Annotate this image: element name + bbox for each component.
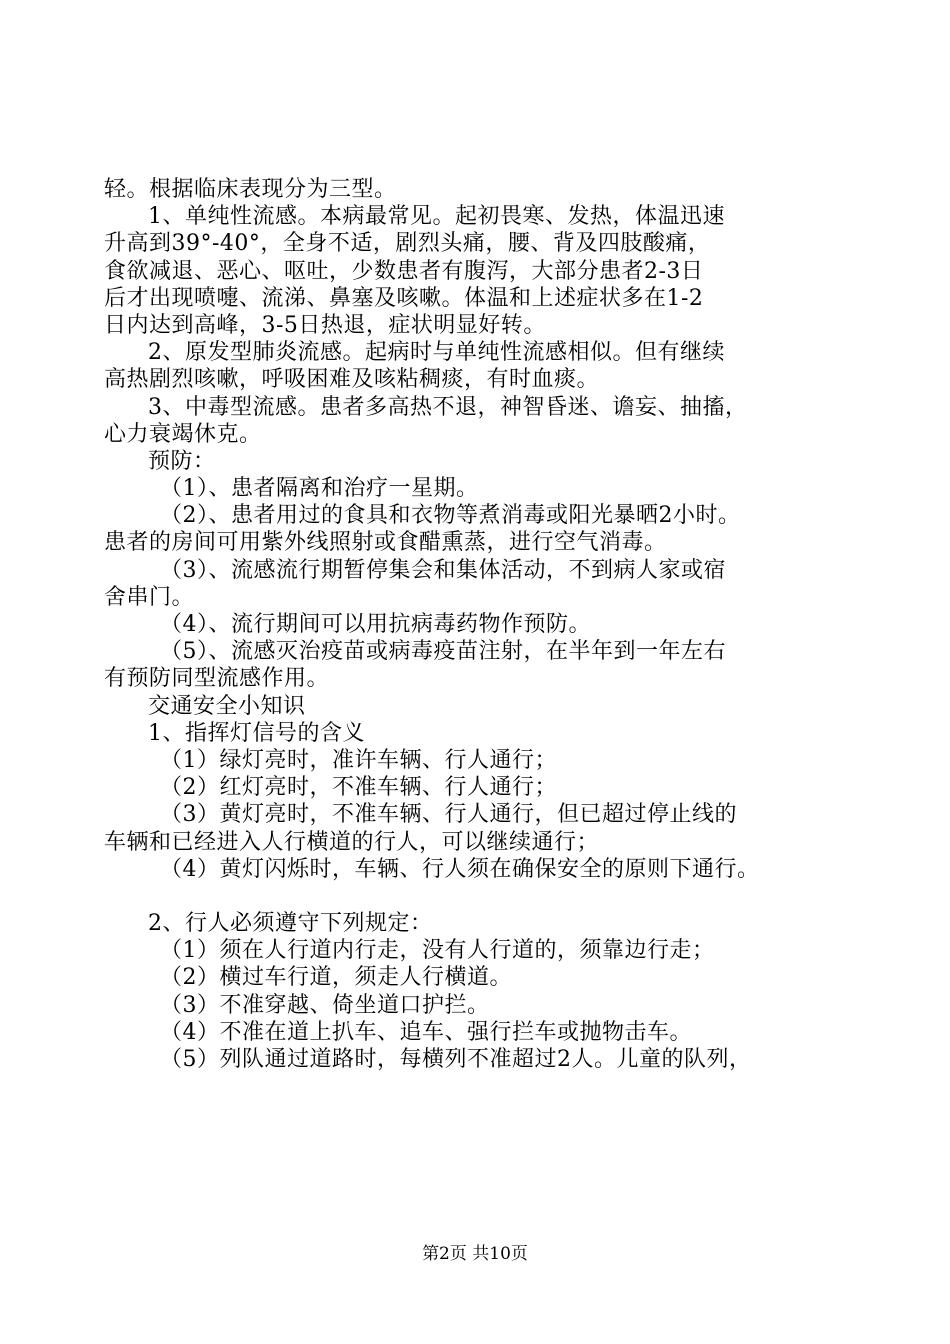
section-heading: 交通安全小知识	[148, 693, 306, 719]
text-line: 轻。根据临床表现分为三型。	[104, 177, 397, 202]
text-line: （1）绿灯亮时，准许车辆、行人通行；	[160, 747, 557, 773]
page-number: 第2页 共10页	[422, 1244, 528, 1264]
text-line: 后才出现喷嚏、流涕、鼻塞及咳嗽。体温和上述症状多在1-2	[104, 285, 704, 311]
text-line: （4）不准在道上扒车、追车、强行拦车或抛物击车。	[160, 1019, 692, 1045]
text-line: （3）不准穿越、倚坐道口护拦。	[160, 992, 490, 1018]
text-line: 有预防同型流感作用。	[104, 666, 330, 692]
text-line: （4）、流行期间可以用抗病毒药物作预防。	[160, 612, 591, 637]
blank-line	[104, 883, 864, 910]
text-line: （2）红灯亮时，不准车辆、行人通行；	[160, 775, 557, 801]
text-line: （5）、流感灭治疫苗或病毒疫苗注射，在半年到一年左右	[160, 639, 726, 665]
text-line: 食欲减退、恶心、呕吐，少数患者有腹泻，大部分患者2-3日	[104, 258, 704, 284]
section-heading: 预防：	[148, 448, 216, 474]
body-text	[104, 176, 864, 1073]
text-line: 患者的房间可用紫外线照射或食醋熏蒸，进行空气消毒。	[104, 530, 667, 556]
text-line: （3）黄灯亮时，不准车辆、行人通行，但已超过停止线的	[160, 802, 737, 828]
text-line: 舍串门。	[104, 584, 195, 610]
text-line: （5）列队通过道路时，每横列不准超过2人。儿童的队列，	[160, 1047, 752, 1072]
text-line: 2、原发型肺炎流感。起病时与单纯性流感相似。但有继续	[148, 340, 725, 366]
text-line: （2）、患者用过的食具和衣物等煮消毒或阳光暴晒2小时。	[160, 503, 741, 529]
text-line: 车辆和已经进入人行横道的行人，可以继续通行；	[104, 829, 600, 855]
text-line: （3）、流感流行期暂停集会和集体活动，不到病人家或宿	[160, 557, 726, 583]
text-line: 2、行人必须遵守下列规定：	[148, 911, 433, 937]
text-line: （1）、患者隔离和治疗一星期。	[160, 476, 479, 502]
text-line: 升高到39°-40°，全身不适，剧烈头痛，腰、背及四肢酸痛，	[104, 231, 711, 257]
text-line: 高热剧烈咳嗽，呼吸困难及咳粘稠痰，有时血痰。	[104, 367, 600, 393]
text-line: 3、中毒型流感。患者多高热不退，神智昏迷、谵妄、抽搐，	[148, 394, 748, 420]
text-line: （4）黄灯闪烁时，车辆、行人须在确保安全的原则下通行。	[160, 856, 760, 882]
text-line: （2）横过车行道，须走人行横道。	[160, 965, 512, 991]
text-line: 1、单纯性流感。本病最常见。起初畏寒、发热，体温迅速	[148, 204, 725, 230]
text-line: 1、指挥灯信号的含义	[148, 720, 365, 746]
text-line: 日内达到高峰，3-5日热退，症状明显好转。	[104, 312, 546, 338]
text-line: 心力衰竭休克。	[104, 421, 262, 447]
text-line: （1）须在人行道内行走，没有人行道的，须靠边行走；	[160, 938, 715, 964]
